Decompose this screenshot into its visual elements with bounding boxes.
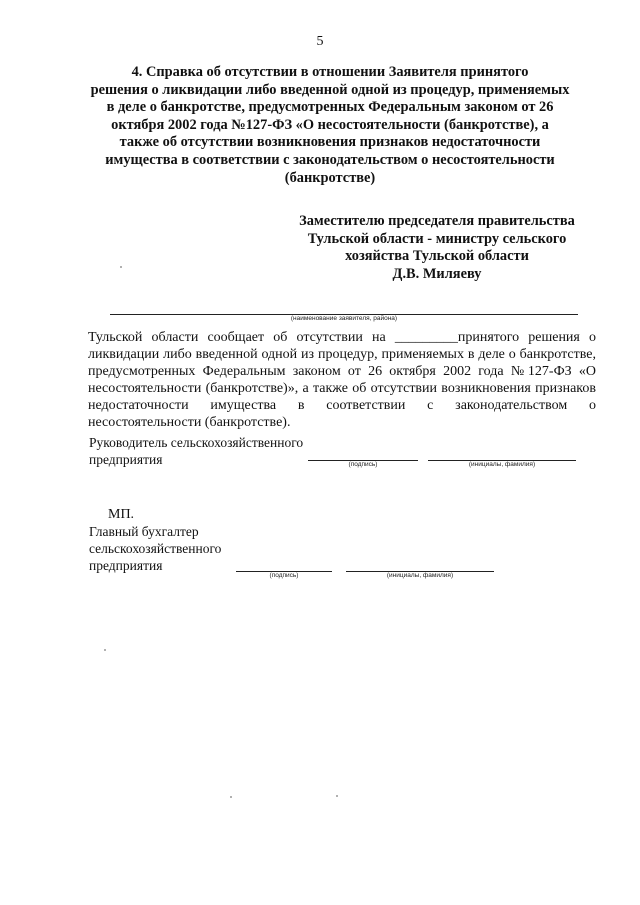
page-number: 5 [316, 34, 324, 49]
heading-line: в деле о банкротстве, предусмотренных Федеральным законом от 26 [106, 99, 554, 116]
accountant-label-line: сельскохозяйственного [89, 541, 222, 556]
accountant-label-line: Главный бухгалтер [89, 524, 199, 539]
document-heading [70, 64, 590, 187]
accountant-label [89, 523, 221, 574]
heading-line: также об отсутствии возникновения признаков недостаточности [119, 134, 541, 151]
scan-speck [336, 795, 338, 797]
addressee-line: хозяйства Тульской области [345, 248, 529, 265]
heading-line: 4. Справка об отсутствии в отношении Заявителя принятого [131, 64, 529, 80]
director-label-line: предприятия [89, 452, 163, 467]
scan-speck [230, 796, 232, 798]
director-label-line: Руководитель сельскохозяйственного [89, 435, 304, 450]
date-blank[interactable]: _________ [394, 330, 458, 345]
director-name-caption: (инициалы, фамилия) [468, 461, 536, 468]
addressee-line: Тульской области - министру сельского [307, 230, 567, 247]
statement-text [88, 329, 596, 431]
stamp-label: МП. [108, 507, 135, 522]
statement-rest: принятого решения о ликвидации либо введенной одной из процедур, применяемых в деле о банкротстве, предусмотренных Федеральным законом от 26 октября 2002 года №127-ФЗ «О несостоятельности (банкротстве)», а также об отсутствии возникновения признаков недостаточности имущества в соответствии с законодательством о несостоятельности (банкротстве). [88, 330, 596, 430]
addressee-block [272, 213, 602, 283]
heading-line: имущества в соответствии с законодательством о несостоятельности [105, 151, 555, 168]
heading-line: решения о ликвидации либо введенной одной из процедур, применяемых [90, 81, 570, 98]
director-signature-caption: (подпись) [348, 461, 378, 468]
addressee-line: Заместителю председателя правительства [299, 213, 575, 229]
heading-line: (банкротстве) [284, 169, 376, 186]
scan-speck [104, 649, 106, 651]
heading-line: октября 2002 года №127-ФЗ «О несостоятельности (банкротстве), а [111, 116, 549, 133]
statement-paragraph [88, 329, 596, 431]
director-label [89, 434, 303, 468]
accountant-label-line: предприятия [89, 558, 163, 573]
addressee-line: Д.В. Миляеву [392, 265, 482, 282]
applicant-caption: (наименование заявителя, района) [290, 315, 398, 322]
statement-start: Тульской области сообщает об отсутствии на [88, 330, 386, 345]
scan-speck [120, 266, 122, 268]
accountant-signature-caption: (подпись) [269, 572, 299, 579]
accountant-name-caption: (инициалы, фамилия) [386, 572, 454, 579]
